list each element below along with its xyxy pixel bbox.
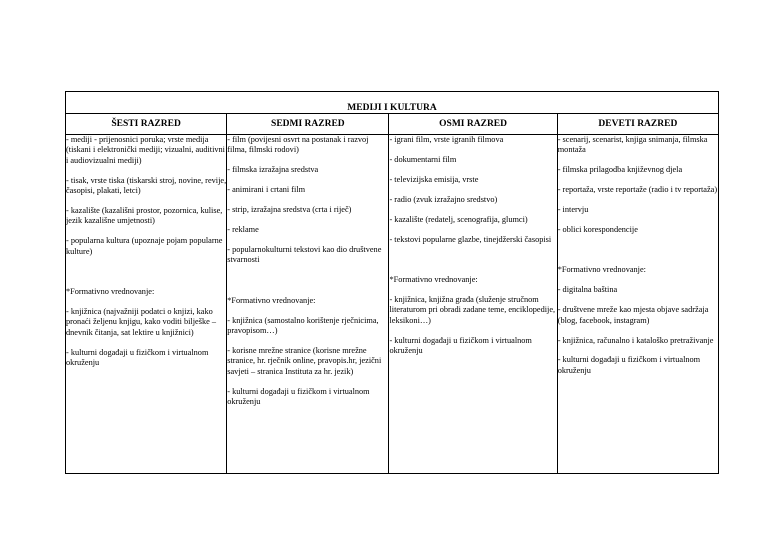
formative-assessment xyxy=(66,287,226,368)
formative-item: - knjižnica (najvažniji podatci o knjizi, kako pronaći željenu knjigu, kako voditi bilješke – dnevnik čitanja, sat lektire u knjižnici) xyxy=(66,307,217,337)
topic-item: - film (povijesni osvrt na postanak i razvoj filma, filmski rodovi) xyxy=(227,135,369,155)
formative-item: - kulturni događaji u fizičkom i virtualnom okruženju xyxy=(557,355,701,375)
table-title: MEDIJI I KULTURA xyxy=(66,92,719,114)
topic-item: - dokumentarni film xyxy=(389,154,457,164)
topic-item: - tekstovi popularne glazbe, tinejdžerski časopisi xyxy=(389,234,552,244)
formative-label: *Formativno vrednovanje: xyxy=(66,287,155,297)
formative-assessment xyxy=(227,296,388,408)
formative-assessment xyxy=(558,265,718,376)
formative-item: - knjižnica, računalno i kataloško pretraživanje xyxy=(557,335,714,345)
formative-item: - digitalna baština xyxy=(557,285,618,295)
topic-item: - kazalište (redatelj, scenografija, glumci) xyxy=(389,214,528,224)
topic-list xyxy=(558,135,718,235)
topic-item: - igrani film, vrste igranih filmova xyxy=(389,135,504,144)
formative-item: - korisne mrežne stranice (korisne mrežne stranice, hr. rječnik online, pravopis.hr, jezični savjeti – stranica Instituta za hr. jezik) xyxy=(227,345,382,376)
topic-list xyxy=(66,135,226,257)
topic-item: - oblici korespondencije xyxy=(557,225,638,235)
column-cell-sedmi xyxy=(227,135,389,474)
formative-item: - društvene mreže kao mjesta objave sadržaja (blog, facebook, instagram) xyxy=(557,305,709,325)
topic-item: - intervju xyxy=(557,205,589,215)
column-header-osmi: OSMI RAZRED xyxy=(389,114,557,135)
formative-assessment xyxy=(389,275,556,356)
topic-item: - animirani i crtani film xyxy=(227,185,306,195)
formative-label: *Formativno vrednovanje: xyxy=(389,274,478,284)
formative-label: *Formativno vrednovanje: xyxy=(557,265,646,275)
topic-item: - televizijska emisija, vrste xyxy=(389,174,479,184)
topic-item: - mediji - prijenosnici poruka; vrste medija (tiskani i elektronički mediji; vizualni, auditivni i audiovizualni mediji) xyxy=(66,135,225,165)
formative-item: - kulturni događaji u fizičkom i virtualnom okruženju xyxy=(227,386,370,407)
topic-list xyxy=(389,135,556,245)
topic-item: - radio (zvuk izražajno sredstvo) xyxy=(389,194,498,204)
formative-label: *Formativno vrednovanje: xyxy=(227,295,316,305)
formative-item: - kulturni događaji u fizičkom i virtualnom okruženju xyxy=(389,335,532,355)
header-row xyxy=(66,114,719,135)
column-header-sesti: ŠESTI RAZRED xyxy=(66,114,227,135)
content-row xyxy=(66,135,719,474)
formative-item: - knjižnica, knjižna građa (služenje stručnom literaturom pri obradi zadane teme, enciklopedije, leksikoni…) xyxy=(389,294,556,325)
formative-item: - knjižnica (samostalno korištenje rječnicima, pravopisom…) xyxy=(227,315,379,336)
column-cell-deveti xyxy=(557,135,718,474)
column-cell-osmi xyxy=(389,135,557,474)
column-header-deveti: DEVETI RAZRED xyxy=(557,114,718,135)
curriculum-table xyxy=(65,91,719,474)
column-header-sedmi: SEDMI RAZRED xyxy=(227,114,389,135)
topic-list xyxy=(227,135,388,266)
topic-item: - strip, izražajna sredstva (crta i riječ) xyxy=(227,205,352,215)
topic-item: - popularnokulturni tekstovi kao dio društvene stvarnosti xyxy=(227,244,382,265)
topic-item: - tisak, vrste tiska (tiskarski stroj, novine, revije, časopisi, plakati, letci) xyxy=(66,175,227,196)
topic-item: - scenarij, scenarist, knjiga snimanja, filmska montaža xyxy=(557,135,708,155)
topic-item: - reklame xyxy=(227,225,259,235)
formative-item: - kulturni događaji u fizičkom i virtualnom okruženju xyxy=(66,347,209,368)
topic-item: - popularna kultura (upoznaje pojam popularne kulture) xyxy=(66,236,223,256)
topic-item: - filmska izražajna sredstva xyxy=(227,165,319,175)
topic-item: - filmska prilagodba književnog djela xyxy=(557,165,683,175)
column-cell-sesti xyxy=(66,135,227,474)
topic-item: - reportaža, vrste reportaže (radio i tv reportaža) xyxy=(557,185,718,195)
title-row xyxy=(66,92,719,114)
topic-item: - kazalište (kazališni prostor, pozornica, kulise, jezik kazališne umjetnosti) xyxy=(66,206,223,226)
